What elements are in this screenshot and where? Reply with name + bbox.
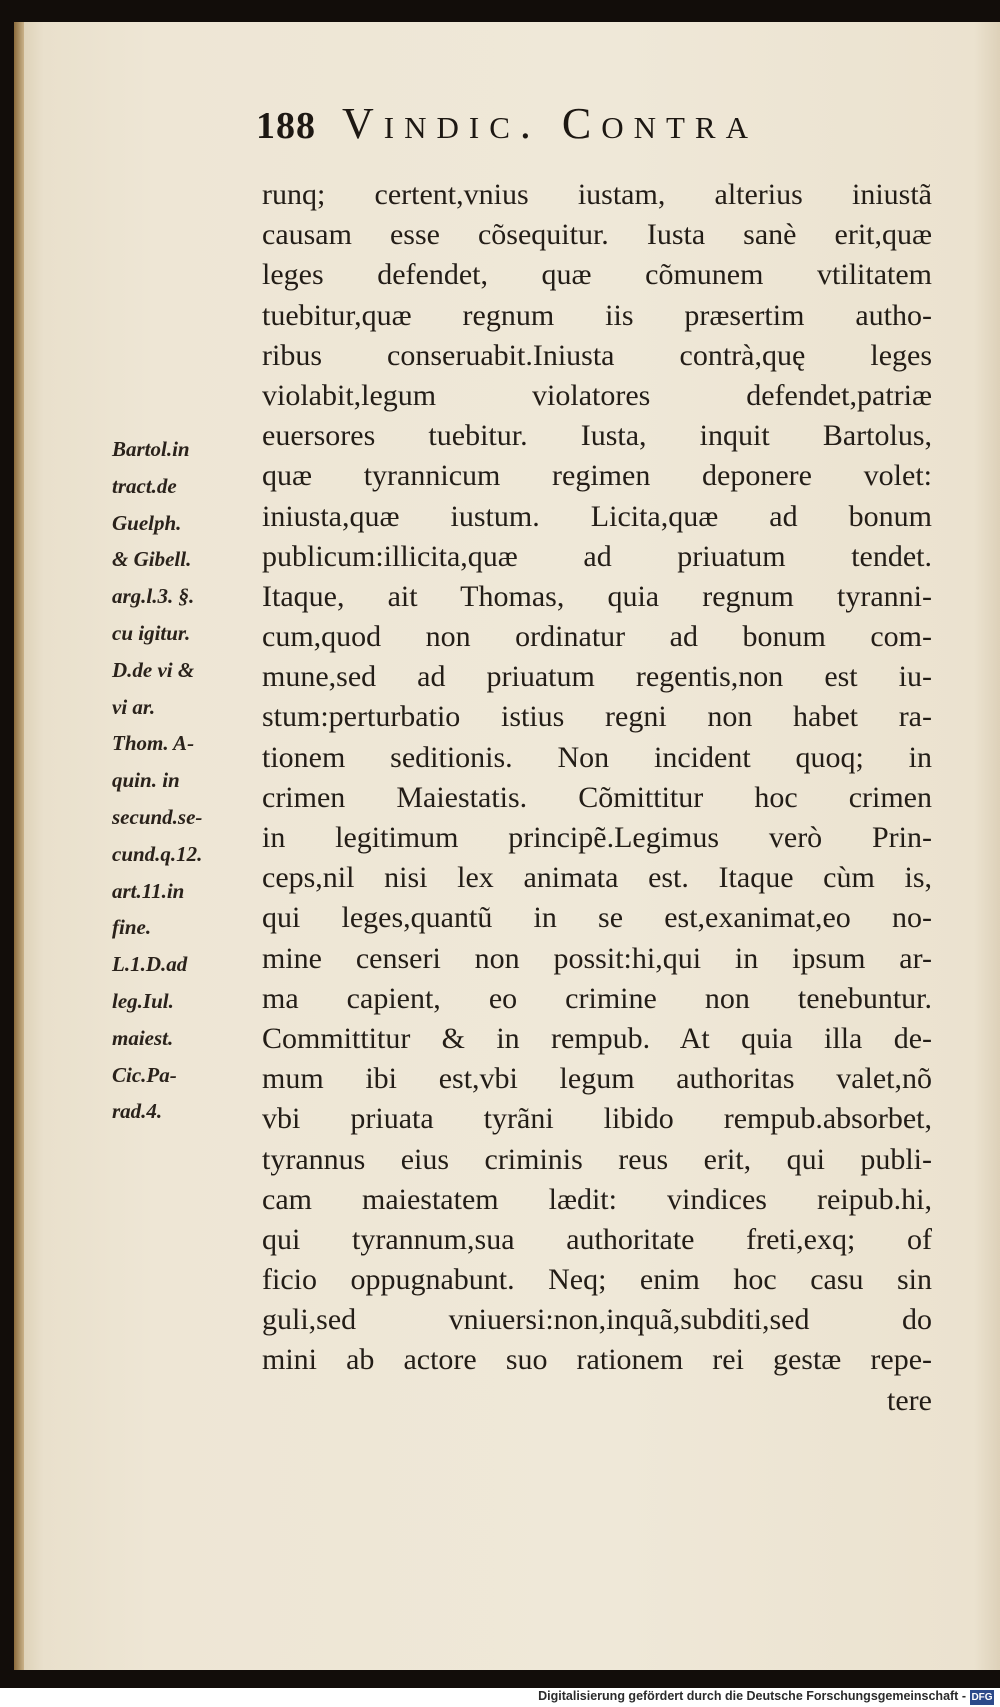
text-line: ceps,nil nisi lex animata est. Itaque cùm is, bbox=[262, 861, 932, 895]
text-line: cum,quod non ordinatur ad bonum com- bbox=[262, 620, 932, 654]
marginal-note-line: tract.de bbox=[112, 473, 177, 498]
text-line: Itaque, ait Thomas, quia regnum tyranni- bbox=[262, 579, 932, 613]
text-line: vbi priuata tyrãni libido rempub.absorbet, bbox=[262, 1102, 932, 1136]
text-line: guli,sed vniuersi:non,inquã,subditi,sed do bbox=[262, 1303, 932, 1337]
digitization-credit: Digitalisierung gefördert durch die Deutsche Forschungsgemeinschaft - bbox=[538, 1689, 966, 1703]
page-number: 188 bbox=[256, 105, 316, 147]
text-line: mine censeri non possit:hi,qui in ipsum ar- bbox=[262, 941, 932, 975]
running-title: Vindic. Contra bbox=[342, 99, 758, 148]
text-line: tionem seditionis. Non incident quoq; in bbox=[262, 740, 932, 774]
page-binding-edge bbox=[14, 22, 24, 1670]
marginal-note-line: leg.Iul. bbox=[112, 988, 174, 1013]
text-line: euersores tuebitur. Iusta, inquit Bartolus, bbox=[262, 419, 932, 453]
marginal-note-line: Guelph. bbox=[112, 510, 182, 535]
marginal-note-line: Bartol.in bbox=[112, 437, 190, 461]
dfg-logo: DFG bbox=[971, 1692, 993, 1703]
marginal-note-line: maiest. bbox=[112, 1025, 174, 1050]
marginal-note-line: secund.se- bbox=[112, 804, 203, 829]
marginal-note-line: Cic.Pa- bbox=[112, 1062, 177, 1087]
text-line: mum ibi est,vbi legum authoritas valet,nõ bbox=[262, 1062, 932, 1096]
text-line: mini ab actore suo rationem rei gestæ repe- bbox=[262, 1343, 932, 1377]
running-head bbox=[256, 98, 956, 158]
text-line: causam esse cõsequitur. Iusta sanè erit,quæ bbox=[262, 218, 932, 252]
text-line: qui leges,quantũ in se est,exanimat,eo no- bbox=[262, 901, 932, 935]
marginal-note-line: cund.q.12. bbox=[112, 841, 203, 866]
text-line: tuebitur,quæ regnum iis præsertim autho- bbox=[262, 298, 932, 332]
text-line: quæ tyrannicum regimen deponere volet: bbox=[262, 459, 932, 493]
text-line: publicum:illicita,quæ ad priuatum tendet. bbox=[262, 539, 932, 573]
text-line: cam maiestatem lædit: vindices reipub.hi, bbox=[262, 1182, 932, 1216]
marginal-note-line: L.1.D.ad bbox=[112, 952, 188, 977]
marginal-note-line: & Gibell. bbox=[112, 547, 192, 572]
text-line: ficio oppugnabunt. Neq; enim hoc casu sin bbox=[262, 1263, 932, 1297]
marginal-note-line: cu igitur. bbox=[112, 620, 191, 645]
marginal-note-line: arg.l.3. §. bbox=[112, 584, 195, 609]
text-line: qui tyrannum,sua authoritate freti,exq; of bbox=[262, 1222, 932, 1256]
marginal-note-line: Thom. A- bbox=[112, 731, 195, 756]
text-line: ribus conseruabit.Iniusta contrà,quę leges bbox=[262, 338, 932, 372]
marginal-note-line: art.11.in bbox=[112, 878, 185, 903]
text-line: Committitur & in rempub. At quia illa de- bbox=[262, 1021, 932, 1055]
text-line: stum:perturbatio istius regni non habet ra- bbox=[262, 700, 932, 734]
marginal-note-line: D.de vi & bbox=[112, 657, 195, 682]
text-line: leges defendet, quæ cõmunem vtilitatem bbox=[262, 258, 932, 292]
text-line: crimen Maiestatis. Cõmittitur hoc crimen bbox=[262, 780, 932, 814]
body-text bbox=[262, 175, 932, 1421]
text-line: violabit,legum violatores defendet,patriæ bbox=[262, 378, 932, 412]
text-line: mune,sed ad priuatum regentis,non est iu- bbox=[262, 660, 932, 694]
marginal-notes bbox=[112, 431, 247, 1130]
catchword: tere bbox=[887, 1383, 932, 1417]
marginal-note-line: quin. in bbox=[112, 768, 180, 793]
text-line: tyrannus eius criminis reus erit, qui publi- bbox=[262, 1142, 932, 1176]
marginal-note-line: rad.4. bbox=[112, 1099, 163, 1124]
text-line: ma capient, eo crimine non tenebuntur. bbox=[262, 981, 932, 1015]
text-line: iniusta,quæ iustum. Licita,quæ ad bonum bbox=[262, 499, 932, 533]
marginal-note-line: fine. bbox=[112, 915, 152, 940]
text-line: in legitimum principẽ.Legimus verò Prin- bbox=[262, 821, 932, 854]
text-line: runq; certent,vnius iustam, alterius iniustã bbox=[262, 178, 932, 211]
marginal-note-line: vi ar. bbox=[112, 694, 156, 719]
